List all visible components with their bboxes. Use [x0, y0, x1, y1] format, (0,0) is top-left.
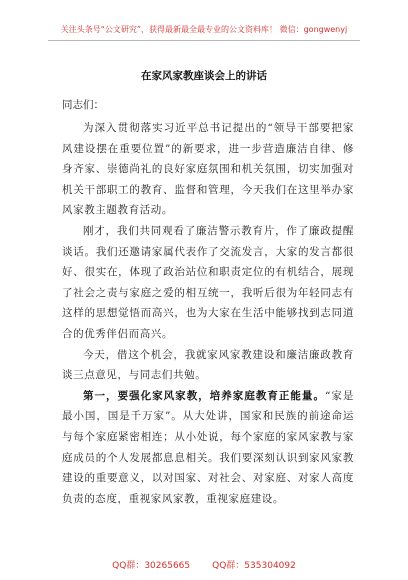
document-body [62, 118, 354, 509]
header-notice: 关注头条号“公文研究”，获得最新最全最专业的公文资料库！ 微信：gongwenyj [60, 25, 348, 34]
salutation: 同志们： [62, 99, 104, 111]
document-title: 在家风家教座谈会上的讲话 [141, 70, 267, 82]
paragraph-4-text: “家是最小国，国是千万家”。从大处讲，国家和民族的前途命运与每个家庭紧密相连；从小处说，每个家庭的家风家教与家庭成员的个人发展都息息相关。我们要深刻认识到家风家教建设的重要意义，以对国家、对社会、对家庭、对家人高度负责的态度，重视家风家教，重视家庭建设。 [62, 389, 354, 505]
paragraph-2: 刚才，我们共同观看了廉洁警示教育片，作了廉政提醒谈话。我们还邀请家属代表作了交流发言，大家的发言都很好、很实在，体现了政治站位和职责定位的有机结合，展现了社会之责与家庭之爱的相互统一，我听后很为年轻同志有这样的思想觉悟而高兴，也为大家在生活中能够找到志同道合的优秀伴侣而高兴。 [62, 224, 354, 340]
paragraph-3: 今天，借这个机会，我就家风家教建设和廉洁廉政教育谈三点意见，与同志们共勉。 [62, 348, 354, 382]
page-footer [0, 558, 408, 571]
header-divider [48, 40, 360, 41]
section-heading: 第一，要强化家风家教，培养家庭教育正能量。 [83, 389, 325, 402]
paragraph-1: 为深入贯彻落实习近平总书记提出的“领导干部要把家风建设摆在重要位置”的新要求，进一步营造廉洁自律、修身齐家、崇德尚礼的良好家庭氛围和机关氛围，切实加强对机关干部职工的教育、监督和管理，今天我们在这里举办家风家教主题教育活动。 [62, 122, 354, 217]
footer-qq-group-1: QQ群：30265665 [112, 561, 191, 571]
page-header [0, 0, 408, 50]
paragraph-4 [62, 386, 354, 510]
footer-qq-group-2: QQ群：535304092 [212, 561, 296, 571]
